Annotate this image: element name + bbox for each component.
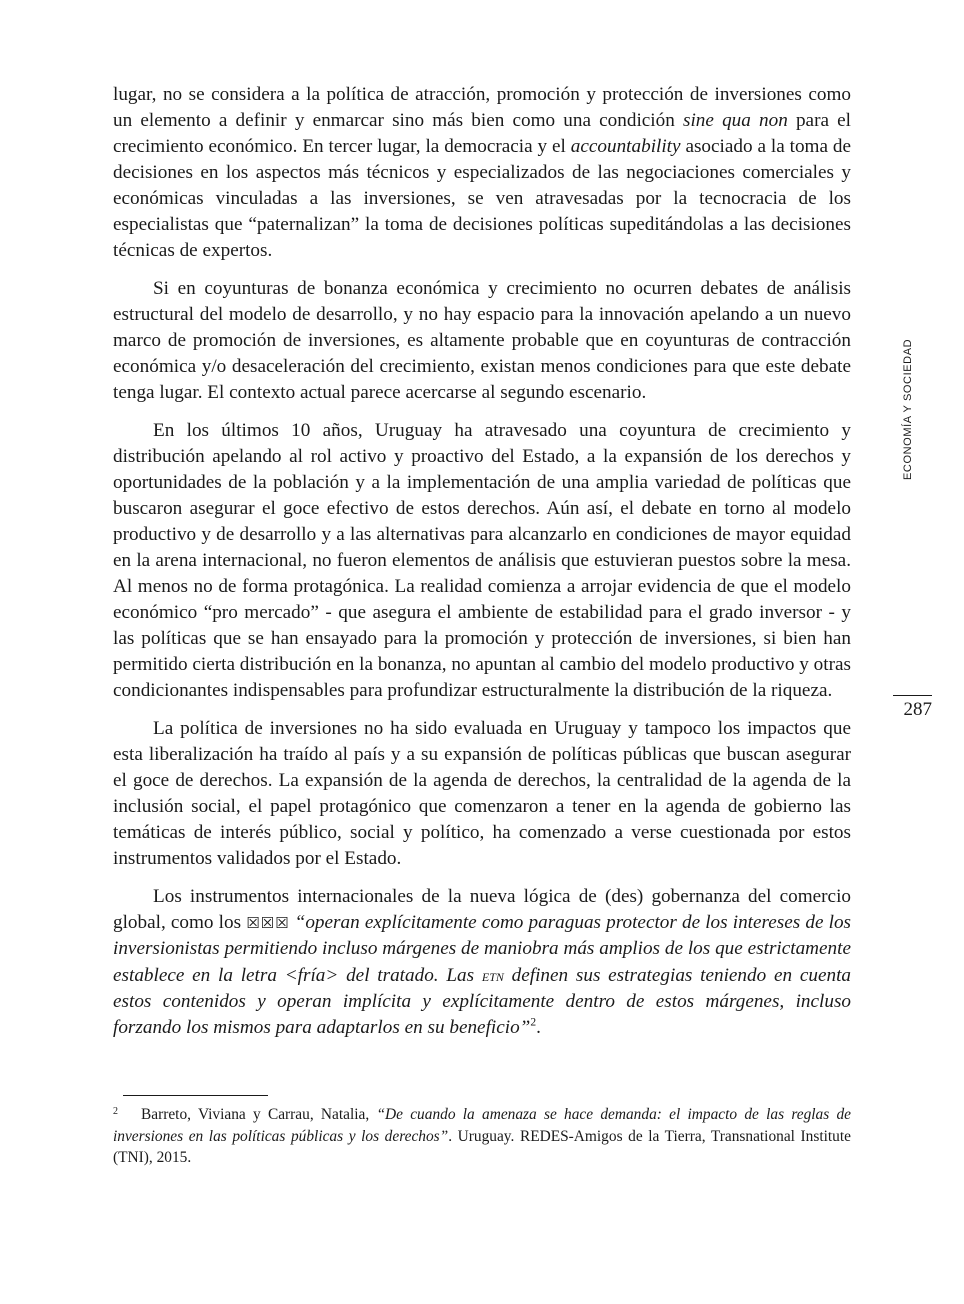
- paragraph-5: [113, 884, 851, 1041]
- paragraph-2: Si en coyunturas de bonanza económica y crecimiento no ocurren debates de análisis estructural del modelo de desarrollo, y no hay espacio para la innovación apelando a un nuevo marco de promoción de inversiones, es altamente probable que en coyunturas de contracción económica y/o desaceleración del crecimiento, existan menos condiciones para que este debate tenga lugar. El contexto actual parece acercarse al segundo escenario.: [113, 278, 851, 403]
- footnote: [113, 1101, 851, 1169]
- text-run: asociado a la toma de decisiones en los aspectos más técnicos y especializados de las negociaciones comerciales y económicas vinculadas a las inversiones, se ven atravesadas por la tecnocracia de los especialistas que “paternalizan” la toma de decisiones políticas supeditándolas a las decisiones técnicas de expertos.: [113, 136, 852, 261]
- section-side-label: ECONOMÍA Y SOCIEDAD: [902, 338, 914, 480]
- text-run: Barreto, Viviana y Carrau, Natalia,: [141, 1106, 377, 1123]
- text-run: .: [536, 1017, 541, 1038]
- italic-run: accountability: [570, 136, 681, 157]
- small-caps-run: etn: [481, 965, 504, 985]
- paragraph-4: La política de inversiones no ha sido evaluada en Uruguay y tampoco los impactos que esta liberalización ha traído al país y a su expansión de políticas públicas que buscan asegurar el goce de derechos. La expansión de la agenda de derechos, la centralidad de la agenda de la inclusión social, el papel protagónico que comenzaron a tener en la agenda de gobierno las temáticas de interés público, social y político, ha comenzado a verse cuestionada por estos instrumentos validados por el Estado.: [113, 718, 851, 869]
- footnote-divider: [123, 1095, 268, 1096]
- italic-run: sine qua non: [683, 110, 788, 131]
- text-run: . Uruguay. REDES-Amigos de la Tierra, Transnational Institute (TNI), 2015.: [113, 1127, 851, 1166]
- missing-glyph-boxes: ☒☒☒: [246, 914, 290, 932]
- italic-run: “De cuando la amenaza se hace demanda: el impacto de las reglas de inversiones en las políticas públicas y los derechos”: [113, 1106, 852, 1145]
- footnote-ref: 2: [530, 1016, 537, 1029]
- italic-run: definen sus estrategias teniendo en cuenta estos contenidos y operan implícita y explícitamente dentro de estos márgenes, incluso forzando los mismos para adaptarlos en su beneficio”: [113, 965, 851, 1038]
- body-text: [113, 82, 851, 1053]
- italic-run: “operan explícitamente como paraguas protector de los intereses de los inversionistas permitiendo incluso márgenes de maniobra más amplios de los que estrictamente establece en la letra <fría> del tratado. Las: [113, 912, 852, 986]
- text-run: lugar, no se considera a la política de atracción, promoción y protección de inversiones como un elemento a definir y enmarcar sino más bien como una condición: [113, 84, 851, 131]
- page-number-rule: [893, 695, 932, 696]
- text-run: para el crecimiento económico. En tercer lugar, la democracia y el: [113, 110, 851, 157]
- footnote-number: 2: [113, 1106, 118, 1117]
- page-number: 287: [903, 699, 932, 720]
- paragraph-3: En los últimos 10 años, Uruguay ha atravesado una coyuntura de crecimiento y distribución apelando al rol activo y proactivo del Estado, a la expansión de los derechos y oportunidades de la población y a la implementación de una amplia variedad de políticas que buscaron asegurar el goce efectivo de estos derechos. Aún así, el debate en torno al modelo productivo y de desarrollo y a las alternativas para alcanzarlo en condiciones de mayor equidad en la arena internacional, no fueron elementos de análisis que estuvieran puestos sobre la mesa. Al menos no de forma protagónica. La realidad comienza a arrojar evidencia de que el modelo económico “pro mercado” - que asegura el ambiente de estabilidad para el grado inversor - y las políticas que se han ensayado para la promoción y protección de inversiones, si bien han permitido cierta distribución en la bonanza, no apuntan al cambio del modelo productivo y otras condicionantes indispensables para profundizar estructuralmente la distribución de la riqueza.: [113, 420, 851, 701]
- text-run: Los instrumentos internacionales de la nueva lógica de (des) gobernanza del comercio global, como los: [113, 886, 851, 933]
- paragraph-1: [113, 82, 851, 264]
